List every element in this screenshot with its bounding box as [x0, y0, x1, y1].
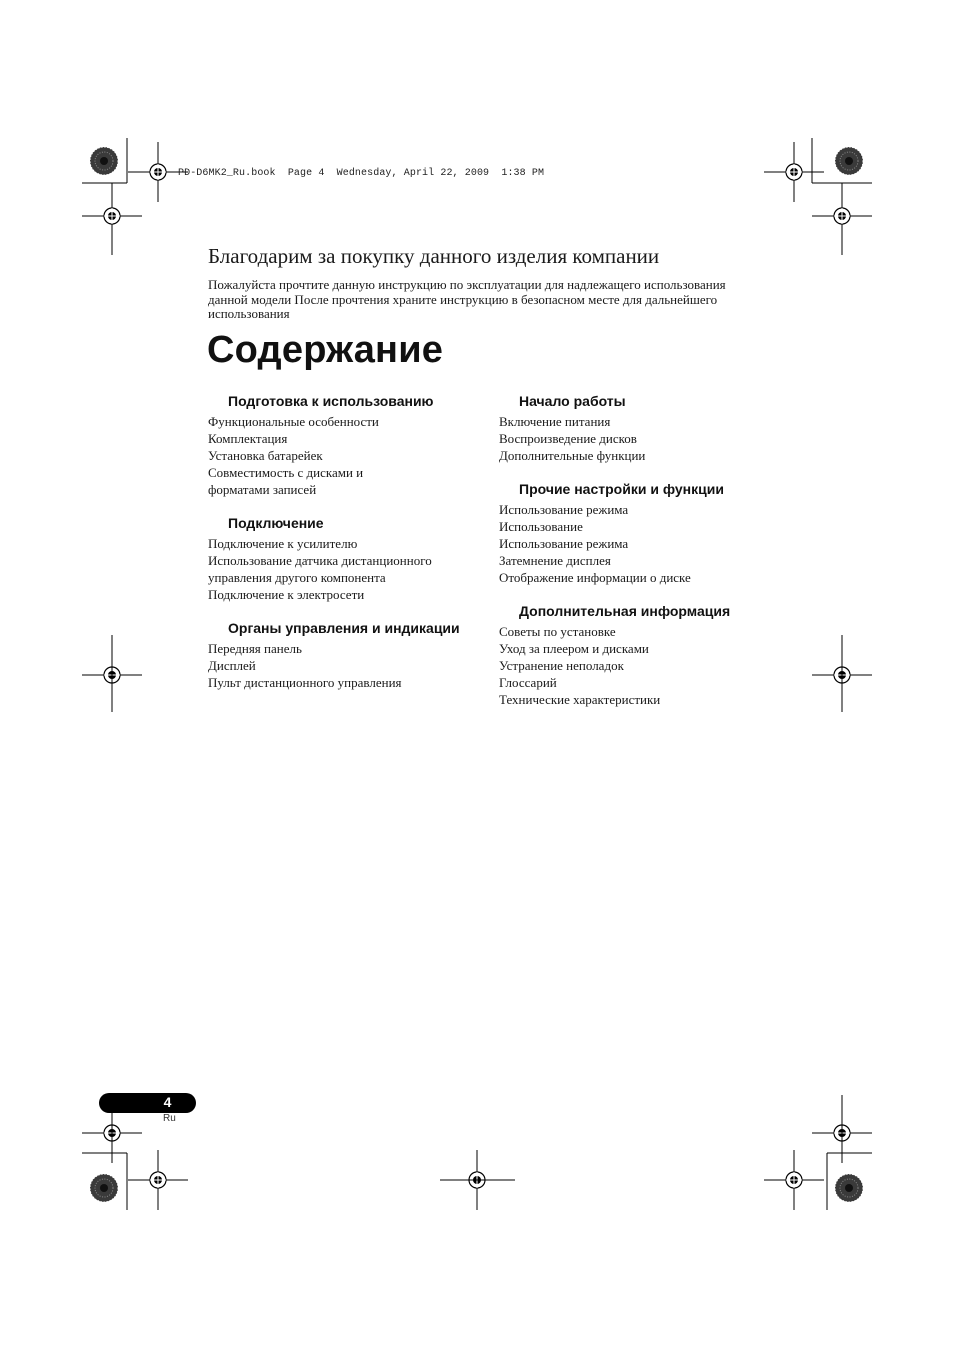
toc-section-title[interactable]: Начало работы [519, 393, 626, 409]
registration-mark-icon [812, 186, 872, 246]
toc-item[interactable]: Использование режима [499, 502, 629, 517]
toc-section-title[interactable]: Дополнительная информация [519, 603, 731, 619]
star-target-icon [835, 147, 863, 175]
toc-item[interactable]: Технические характеристики [499, 692, 661, 707]
page-language: Ru [163, 1113, 176, 1124]
toc-item[interactable]: Подключение к усилителю [208, 536, 358, 551]
toc-item[interactable]: Дополнительные функции [499, 448, 646, 463]
toc-section-title[interactable]: Органы управления и индикации [228, 620, 460, 636]
toc-item[interactable]: Воспроизведение дисков [499, 431, 637, 446]
page-title: Содержание [207, 329, 444, 371]
registration-mark-icon [764, 142, 824, 202]
toc-left-column [208, 392, 488, 707]
toc-section [499, 480, 779, 586]
page-number: 4 [163, 1094, 172, 1110]
toc-item[interactable]: Передняя панель [208, 641, 302, 656]
toc-item[interactable]: Совместимость с дисками и [208, 465, 364, 480]
toc-item[interactable]: управления другого компонента [208, 570, 386, 585]
intro-line: Пожалуйста прочтите данную инструкцию по эксплуатации для надлежащего использования [208, 277, 726, 292]
toc-item[interactable]: Использование режима [499, 536, 629, 551]
toc-item[interactable]: Использование датчика дистанционного [208, 553, 432, 568]
star-target-icon [835, 1174, 863, 1202]
toc-item[interactable]: Комплектация [208, 431, 288, 446]
page-number-badge [99, 1093, 196, 1113]
toc-section [208, 514, 488, 603]
toc-section [208, 619, 488, 691]
thanks-heading: Благодарим за покупку данного изделия компании [208, 244, 660, 268]
toc-item[interactable]: Отображение информации о диске [499, 570, 691, 585]
toc-item[interactable]: Включение питания [499, 414, 611, 429]
toc-item[interactable]: Пульт дистанционного управления [208, 675, 402, 690]
intro-paragraph [208, 278, 768, 322]
toc-item[interactable]: Советы по установке [499, 624, 616, 639]
toc-section [208, 392, 488, 498]
intro-line: данной модели После прочтения храните инструкцию в безопасном месте для дальнейшего [208, 291, 718, 307]
toc-section-title[interactable]: Подготовка к использованию [228, 393, 434, 409]
toc-item[interactable]: Затемнение дисплея [499, 553, 611, 568]
toc-section [499, 602, 779, 708]
intro-line: использования [208, 306, 290, 321]
registration-mark-icon [764, 1150, 824, 1210]
book-header-info: PD-D6MK2_Ru.book Page 4 Wednesday, April 22, 2009 1:38 PM [178, 168, 545, 179]
toc-right-column [499, 392, 779, 724]
toc-item[interactable]: форматами записей [208, 482, 317, 497]
toc-item[interactable]: Установка батарейек [208, 448, 323, 463]
toc-item[interactable]: Функциональные особенности [208, 414, 379, 429]
toc-item[interactable]: Уход за плеером и дисками [499, 641, 649, 656]
toc-item[interactable]: Устранение неполадок [499, 658, 624, 673]
star-target-icon [90, 147, 118, 175]
toc-section-title[interactable]: Прочие настройки и функции [519, 481, 724, 497]
registration-mark-icon [128, 1150, 188, 1210]
toc-section [499, 392, 779, 464]
star-target-icon [90, 1174, 118, 1202]
toc-item[interactable]: Дисплей [208, 658, 256, 673]
toc-item[interactable]: Глоссарий [499, 675, 557, 690]
toc-section-title[interactable]: Подключение [228, 515, 324, 531]
registration-mark-icon [82, 186, 142, 246]
toc-item[interactable]: Подключение к электросети [208, 587, 365, 602]
toc-item[interactable]: Использование [499, 519, 583, 534]
